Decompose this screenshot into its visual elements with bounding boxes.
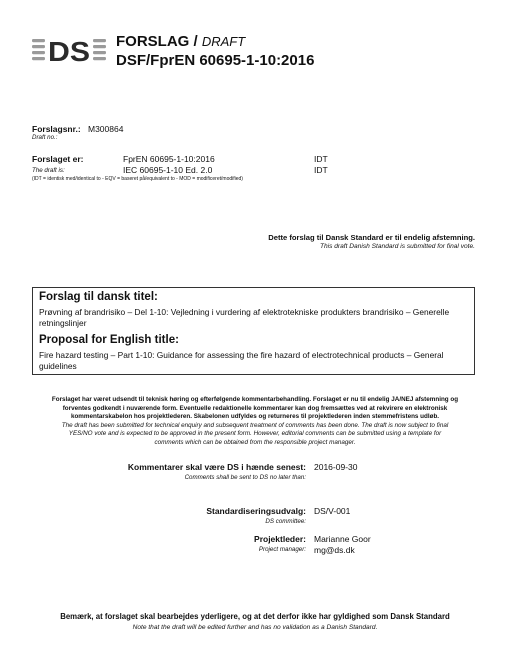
deadline-label: Kommentarer skal være DS i hænde senest: <box>127 462 306 472</box>
proposal-code-en: IDT <box>314 165 328 175</box>
english-title-line: Fire hazard testing – Part 1-10: Guidance for assessing the fire hazard of electrotechnical products – General <box>39 350 444 360</box>
english-title-heading: Proposal for English title: <box>39 334 179 346</box>
document-reference: DSF/FprEN 60695-1-10:2016 <box>116 52 315 69</box>
manager-email: mg@ds.dk <box>314 545 355 555</box>
notice-line-en: YES/NO vote and is expected to be approved in the present form. However, editorial comments can be submitted using a template for <box>68 430 442 438</box>
deadline-value: 2016-09-30 <box>314 462 358 472</box>
manager-label: Projektleder: <box>254 534 306 544</box>
footer-notice-en: Note that the draft will be edited further and has no validation as a Danish Standard. <box>132 624 378 631</box>
proposal-value-en: IEC 60695-1-10 Ed. 2.0 <box>123 165 213 175</box>
vote-statement-en: This draft Danish Standard is submitted for final vote. <box>319 243 475 250</box>
committee-label: Standardiseringsudvalg: <box>206 506 306 516</box>
svg-text:DS: DS <box>48 36 90 64</box>
footer-notice: Bemærk, at forslaget skal bearbejdes yderligere, og at det derfor ikke har gyldighed som Dansk Standard <box>60 612 450 621</box>
committee-value: DS/V-001 <box>314 506 351 516</box>
vote-statement: Dette forslag til Dansk Standard er til endelig afstemning. <box>268 233 475 242</box>
title-box <box>32 287 475 375</box>
danish-title-line: Prøvning af brandrisiko – Del 1-10: Vejledning i vurdering af elektrotekniske produkters brandrisiko – Generelle <box>39 307 450 317</box>
draft-no-value: M300864 <box>88 124 124 134</box>
draft-no-label-en: Draft no.: <box>32 134 58 141</box>
manager-name: Marianne Goor <box>314 534 371 544</box>
notice-line: kommentarskabelon hos projektlederen. Skabelonen udfyldes og returneres til projektlederen inden stemmefristens udløb. <box>70 413 440 421</box>
proposal-label: Forslaget er: <box>32 154 84 164</box>
notice-line-en: comments which can be obtained from the responsible project manager. <box>154 438 356 446</box>
proposal-value: FprEN 60695-1-10:2016 <box>123 154 215 164</box>
document-title: FORSLAG / DRAFT <box>116 33 246 50</box>
notice-line: forventes godkendt i nuværende form. Eventuelle redaktionelle kommentarer kan dog fremsættes ved at rekvirere en elektronisk <box>62 404 448 412</box>
deadline-label-en: Comments shall be sent to DS no later than: <box>184 474 306 481</box>
proposal-label-en: The draft is: <box>32 167 65 174</box>
equivalence-legend: (IDT = identisk med/identical to - EQV = baseret på/equivalent to - MOD = modificeret/modified) <box>32 176 243 182</box>
danish-title-line: retningslinjer <box>39 318 87 328</box>
english-title-line: guidelines <box>39 361 77 371</box>
manager-label-en: Project manager: <box>258 546 306 553</box>
proposal-code: IDT <box>314 154 328 164</box>
danish-title-heading: Forslag til dansk titel: <box>39 291 158 303</box>
notice-line-en: The draft has been submitted for technical enquiry and subsequent treatment of comments has been done. The draft is now subject to final <box>61 421 449 429</box>
notice-paragraph <box>36 396 474 448</box>
ds-logo <box>32 36 108 64</box>
committee-label-en: DS committee: <box>265 518 306 525</box>
notice-line: Forslaget har været udsendt til teknisk høring og efterfølgende kommentarbehandling. Forslaget er nu til endelig JA/NEJ afstemning og <box>51 396 459 403</box>
ds-logo-graphic <box>32 36 108 64</box>
draft-no-label: Forslagsnr.: <box>32 124 81 134</box>
